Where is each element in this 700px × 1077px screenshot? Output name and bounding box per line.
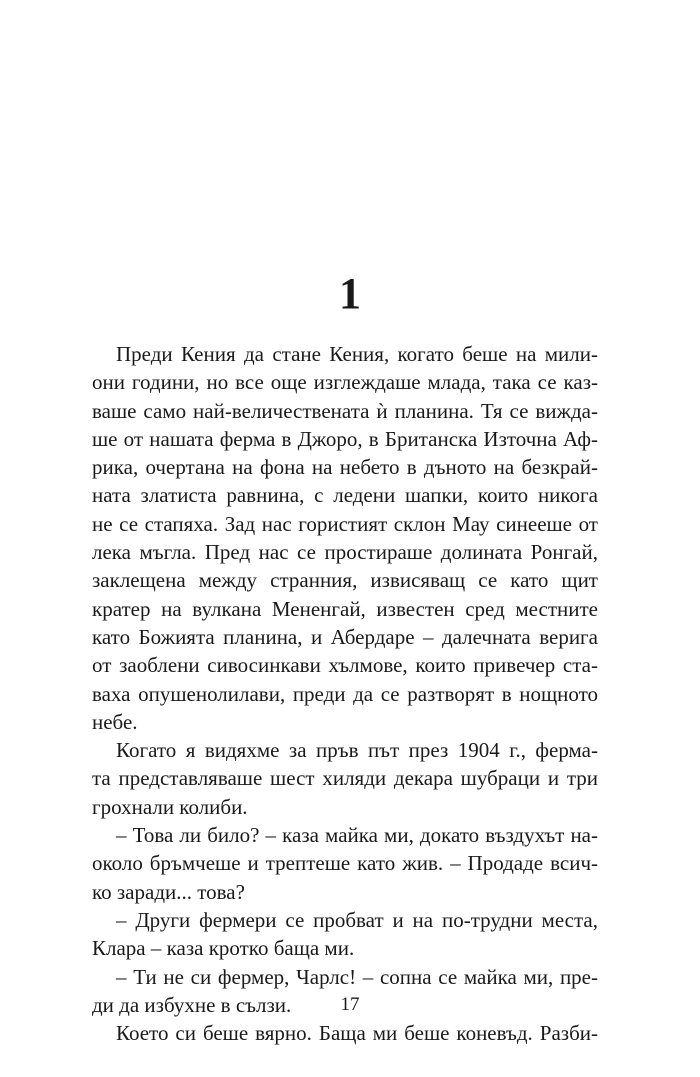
text-line: около бръмчеше и трептеше като жив. – Продаде всич- — [92, 851, 598, 876]
text-line: – Ти не си фермер, Чарлс! – сопна се майка ми, пре- — [116, 964, 598, 989]
text-line: не се стапяха. Зад нас гористият склон Мау синееше от — [92, 511, 598, 536]
text-line: кратер на вулкана Мененгай, известен сред местните — [92, 596, 598, 621]
text-line: – Това ли било? – каза майка ми, докато въздухът на- — [116, 823, 598, 848]
text-line: като Божията планина, и Абердаре – далечната верига — [92, 624, 598, 649]
text-line: они години, но все още изглеждаше млада, така се каз- — [92, 370, 598, 395]
text-line: та представляваше шест хиляди декара шубраци и три — [92, 766, 598, 791]
text-line: ната златиста равнина, с ледени шапки, които никога — [92, 483, 598, 508]
text-line: заклещена между странния, извисяващ се като щит — [92, 568, 598, 593]
text-line: от заоблени сивосинкави хълмове, които привечер ста- — [92, 653, 598, 678]
text-line: Което си беше вярно. Баща ми беше коневъд. Разби- — [116, 1021, 598, 1046]
chapter-number: 1 — [339, 269, 361, 318]
text-line: – Други фермери се пробват и на по-трудни места, — [116, 907, 598, 932]
page-number: 17 — [340, 994, 360, 1015]
text-line: ко заради... това? — [92, 879, 245, 904]
text-line: рика, очертана на фона на небето в дъното на безкрай- — [92, 455, 598, 480]
text-line: Клара – каза кротко баща ми. — [92, 936, 355, 961]
text-line: небе. — [92, 709, 138, 734]
text-line: Преди Кения да стане Кения, когато беше на мили- — [116, 342, 598, 366]
text-line: ваха опушенолилави, преди да се разтворят в нощното — [92, 681, 598, 706]
text-line: ше от нашата ферма в Джоро, в Британска Източна Аф- — [92, 426, 598, 451]
text-line: ваше само най-величествената ѝ планина. Тя се вижда- — [92, 398, 598, 423]
text-line: грохнали колиби. — [92, 794, 248, 819]
text-line: ди да избухне в сълзи. — [92, 992, 292, 1017]
text-line: Когато я видяхме за пръв път през 1904 г., ферма- — [116, 738, 598, 763]
text-line: лека мъгла. Пред нас се простираше долината Ронгай, — [92, 540, 598, 565]
chapter-body — [92, 340, 598, 1047]
